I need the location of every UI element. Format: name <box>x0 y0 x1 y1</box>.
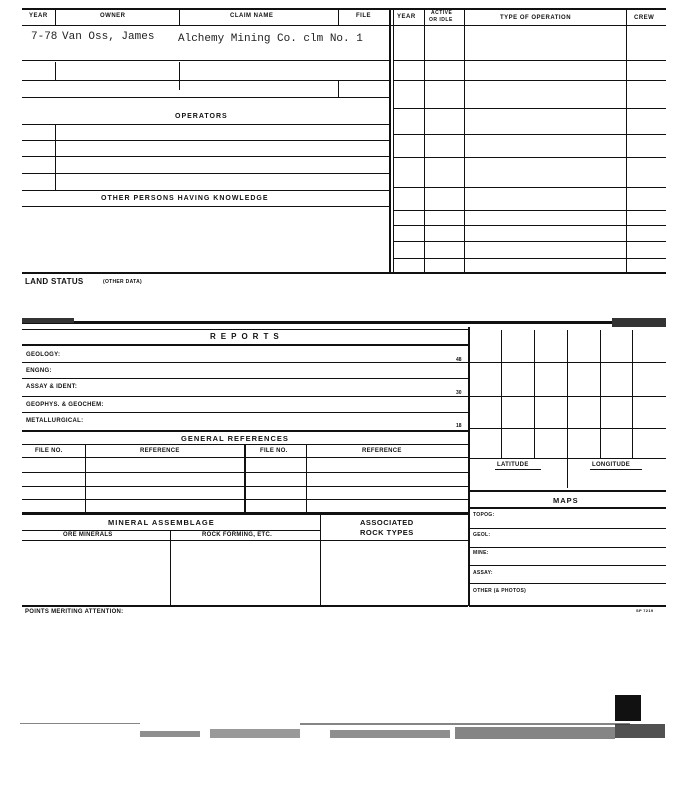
header-year-2: YEAR <box>397 14 416 20</box>
grid-line <box>469 362 666 363</box>
entry-claim: Alchemy Mining Co. clm No. 1 <box>178 33 363 45</box>
report-assay: ASSAY & IDENT: <box>26 384 78 390</box>
row-line <box>22 540 468 541</box>
row-line <box>393 210 666 211</box>
land-status-sub: (OTHER DATA) <box>103 279 142 285</box>
row-line <box>469 528 666 529</box>
scan-smudge <box>210 729 300 738</box>
form-code: SP 7219 <box>636 608 654 613</box>
ref-reference-1: REFERENCE <box>140 448 180 454</box>
header-or-idle: OR IDLE <box>429 17 453 23</box>
map-assay: ASSAY: <box>473 570 493 576</box>
maps-bottom-line <box>469 605 666 607</box>
maps-title-line <box>469 507 666 509</box>
row-line <box>393 241 666 242</box>
grid-line <box>469 458 666 459</box>
scan-smudge <box>612 318 666 327</box>
operators-label: OPERATORS <box>175 113 228 120</box>
report-metallurgical-num: 18 <box>456 423 462 429</box>
report-metallurgical: METALLURGICAL: <box>26 418 84 424</box>
row-line <box>22 396 468 397</box>
scan-smudge <box>455 727 615 739</box>
reports-top-line <box>22 329 468 330</box>
ref-file-no-1: FILE NO. <box>35 448 63 454</box>
rock-types-label: ROCK TYPES <box>360 528 414 537</box>
grid-line <box>469 396 666 397</box>
reports-title: REPORTS <box>210 332 284 341</box>
center-divider <box>389 9 391 274</box>
scan-smudge <box>615 724 665 738</box>
report-assay-num: 30 <box>456 390 462 396</box>
top-border <box>22 8 666 10</box>
land-status-label: LAND STATUS <box>25 277 84 286</box>
grid-line <box>469 428 666 429</box>
row-line <box>22 124 390 125</box>
header-file: FILE <box>356 13 371 19</box>
section-bottom <box>22 605 468 607</box>
col-divider <box>338 9 339 25</box>
row-line <box>22 430 468 432</box>
col-divider <box>170 530 171 605</box>
grid-line <box>534 330 535 458</box>
label-underline <box>495 469 541 470</box>
row-tick <box>338 80 339 97</box>
scan-smudge <box>22 318 74 323</box>
row-line <box>393 60 666 61</box>
ref-reference-2: REFERENCE <box>362 448 402 454</box>
row-line <box>393 108 666 109</box>
entry-year: 7-78 <box>31 31 58 43</box>
header-crew: CREW <box>634 15 655 21</box>
col-divider <box>320 514 321 605</box>
rock-forming-label: ROCK FORMING, ETC. <box>202 532 273 538</box>
col-divider <box>424 9 425 274</box>
row-line <box>22 173 390 174</box>
points-label: POINTS MERITING ATTENTION: <box>25 609 124 615</box>
row-line <box>22 80 390 81</box>
mineral-assemblage-title: MINERAL ASSEMBLAGE <box>108 518 215 527</box>
row-line <box>469 547 666 548</box>
row-line <box>393 258 666 259</box>
col-divider <box>244 444 246 512</box>
row-line <box>22 60 390 61</box>
header-owner: OWNER <box>100 13 126 19</box>
scan-smudge <box>615 695 641 721</box>
row-line <box>22 206 390 207</box>
row-line <box>393 225 666 226</box>
header-claim-name: CLAIM NAME <box>230 13 274 19</box>
map-topog: TOPOG: <box>473 512 495 518</box>
row-line <box>22 140 390 141</box>
maps-top-line <box>469 490 666 492</box>
row-tick <box>179 62 180 90</box>
row-line <box>469 565 666 566</box>
row-line <box>393 187 666 188</box>
ref-file-no-2: FILE NO. <box>260 448 288 454</box>
general-references-title: GENERAL REFERENCES <box>181 434 289 443</box>
reports-title-line <box>22 344 468 346</box>
row-line <box>22 512 468 515</box>
row-line <box>22 362 468 363</box>
grid-line <box>632 330 633 458</box>
map-mine: MINE: <box>473 550 489 556</box>
scan-smudge <box>20 723 140 724</box>
row-tick <box>55 124 56 190</box>
col-divider <box>55 9 56 25</box>
row-line <box>393 80 666 81</box>
col-divider <box>306 444 307 512</box>
ore-minerals-label: ORE MINERALS <box>63 532 113 538</box>
longitude-label: LONGITUDE <box>592 462 631 468</box>
row-line <box>393 134 666 135</box>
row-line <box>22 97 390 98</box>
other-persons-label: OTHER PERSONS HAVING KNOWLEDGE <box>101 195 269 202</box>
row-line <box>22 190 390 191</box>
label-underline <box>590 469 642 470</box>
report-geology: GEOLOGY: <box>26 352 61 358</box>
grid-line <box>600 330 601 458</box>
row-line <box>22 412 468 413</box>
top-section-bottom <box>22 272 666 274</box>
col-divider <box>85 444 86 512</box>
row-tick <box>55 62 56 80</box>
row-line <box>22 156 390 157</box>
scan-smudge <box>330 730 450 738</box>
report-geophys: GEOPHYS. & GEOCHEM: <box>26 402 104 408</box>
map-other: OTHER (& PHOTOS) <box>473 588 527 594</box>
scan-smudge <box>300 723 630 725</box>
report-geology-num: 48 <box>456 357 462 363</box>
header-active: ACTIVE <box>431 10 453 16</box>
latitude-label: LATITUDE <box>497 462 529 468</box>
scan-smudge <box>140 731 200 737</box>
header-type-of-operation: TYPE OF OPERATION <box>500 15 572 21</box>
header-underline <box>22 25 666 26</box>
report-engng: ENGNG: <box>26 368 52 374</box>
grid-line <box>501 330 502 458</box>
entry-owner: Van Oss, James <box>62 31 155 43</box>
map-geol: GEOL: <box>473 532 491 538</box>
row-line <box>22 378 468 379</box>
center-divider-inner <box>393 9 394 274</box>
col-divider <box>179 9 180 25</box>
grid-line <box>567 330 568 488</box>
col-divider <box>464 9 465 274</box>
row-line <box>22 530 320 531</box>
row-line <box>393 157 666 158</box>
row-line <box>469 583 666 584</box>
maps-title: MAPS <box>553 496 579 505</box>
col-divider <box>626 9 627 274</box>
associated-label: ASSOCIATED <box>360 518 414 527</box>
section-break <box>22 321 666 324</box>
header-year: YEAR <box>29 13 48 19</box>
